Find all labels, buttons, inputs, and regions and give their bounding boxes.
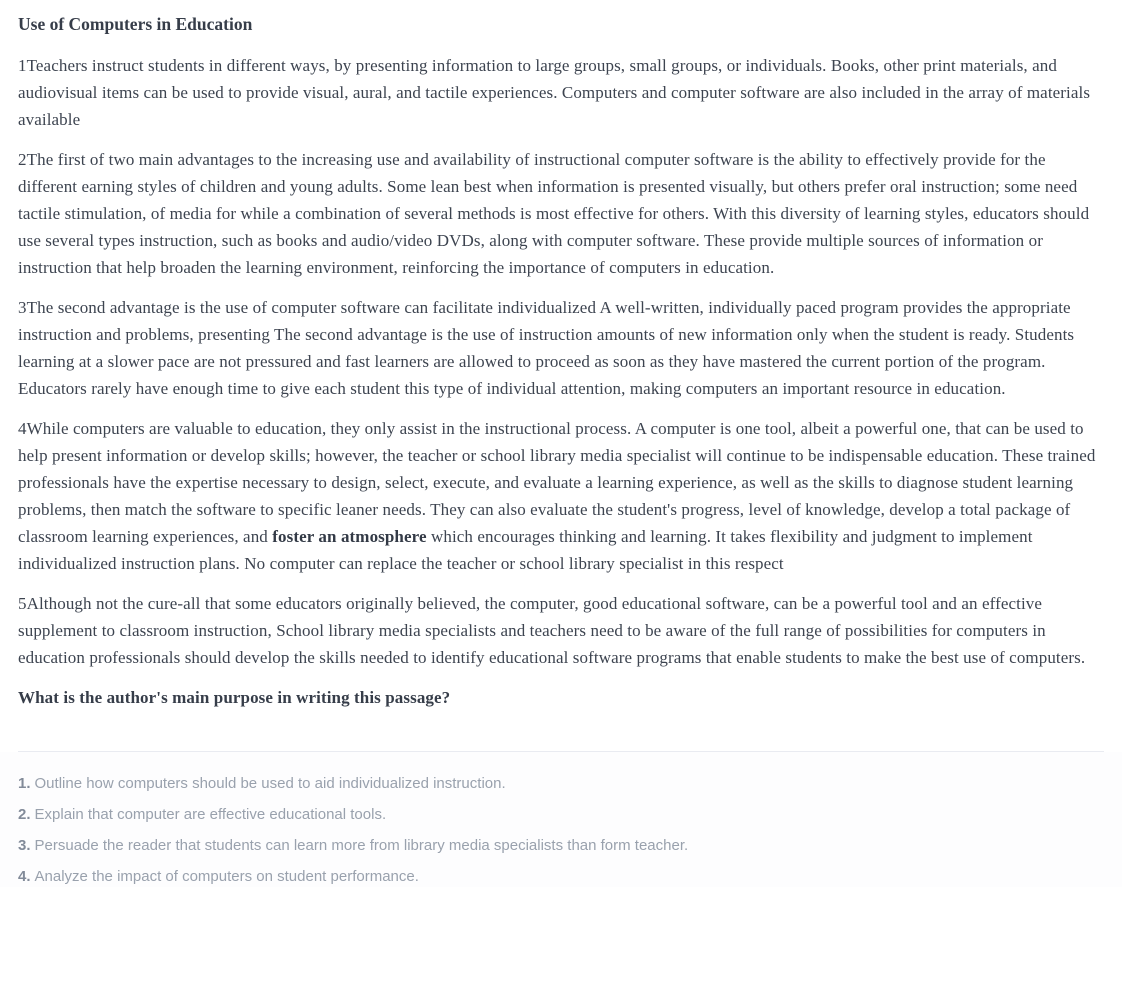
answer-option-2[interactable] [18,804,1104,825]
passage-paragraph-3 [18,294,1104,402]
paragraph-number: 1 [18,55,27,75]
question-text: What is the author's main purpose in writing this passage? [18,687,451,707]
paragraph-text: While computers are valuable to education, they only assist in the instructional process. A computer is one tool, albeit a powerful one, that can be used to help present information or develop skills; however, the teacher or school library media specialist will continue to be indispensable education. These trained professionals have the expertise necessary to design, select, execute, and evaluate a learning experience, as well as the skills to diagnose student learning problems, then match the software to specific leaner needs. They can also evaluate the student's progress, level of knowledge, develop a total package of classroom learning experiences, and [18,418,1096,546]
paragraph-text: The first of two main advantages to the increasing use and availability of instructional computer software is the ability to effectively provide for the different earning styles of children and young adults. Some lean best when information is presented visually, but others prefer oral instruction; some need tactile stimulation, of media for while a combination of several methods is most effective for others. With this diversity of learning styles, educators should use several types instruction, such as books and audio/video DVDs, along with computer software. These provide multiple sources of information or instruction that help broaden the learning environment, reinforcing the importance of computers in education. [18,149,1090,277]
option-number: 4. [18,867,31,885]
paragraph-number: 2 [18,149,27,169]
passage-paragraph-4 [18,415,1104,577]
passage-paragraph-2 [18,146,1104,281]
paragraph-number: 3 [18,297,27,317]
passage-paragraph-5 [18,590,1104,671]
option-number: 2. [18,805,31,823]
paragraph-number: 4 [18,418,27,438]
paragraph-number: 5 [18,593,27,613]
paragraph-text: which encourages thinking and learning. It takes flexibility and judgment to implement individualized instruction plans. No computer can replace the teacher or school library specialist in this respect [18,526,1033,573]
reading-passage [18,14,1104,711]
option-text: Analyze the impact of computers on student performance. [34,867,419,885]
answer-options-list [18,773,1104,887]
option-text: Persuade the reader that students can learn more from library media specialists than form teacher. [34,836,689,854]
option-text: Explain that computer are effective educational tools. [34,805,387,823]
passage-paragraph-1 [18,52,1104,133]
option-number: 3. [18,836,31,854]
answer-option-3[interactable] [18,835,1104,856]
paragraph-text: The second advantage is the use of computer software can facilitate individualized A well-written, individually paced program provides the appropriate instruction and problems, presenting The second advantage is the use of instruction amounts of new information only when the student is ready. Students learning at a slower pace are not pressured and fast learners are allowed to proceed as soon as they have mastered the current portion of the program. Educators rarely have enough time to give each student this type of individual attention, making computers an important resource in education. [18,297,1075,398]
option-number: 1. [18,774,31,792]
paragraph-text: Teachers instruct students in different ways, by presenting information to large groups, small groups, or individuals. Books, other print materials, and audiovisual items can be used to provide visual, aural, and tactile experiences. Computers and computer software are also included in the array of materials available [18,55,1091,129]
bold-phrase: foster an atmosphere [272,526,427,546]
passage-title: Use of Computers in Education [18,14,253,34]
paragraph-text: Although not the cure-all that some educators originally believed, the computer, good educational software, can be a powerful tool and an effective supplement to classroom instruction, School library media specialists and teachers need to be aware of the full range of possibilities for computers in education professionals should develop the skills needed to identify educational software programs that enable students to make the best use of computers. [18,593,1086,667]
answer-option-1[interactable] [18,773,1104,794]
answer-option-4[interactable] [18,866,1104,887]
answer-options-section [0,752,1122,887]
option-text: Outline how computers should be used to aid individualized instruction. [34,774,506,792]
